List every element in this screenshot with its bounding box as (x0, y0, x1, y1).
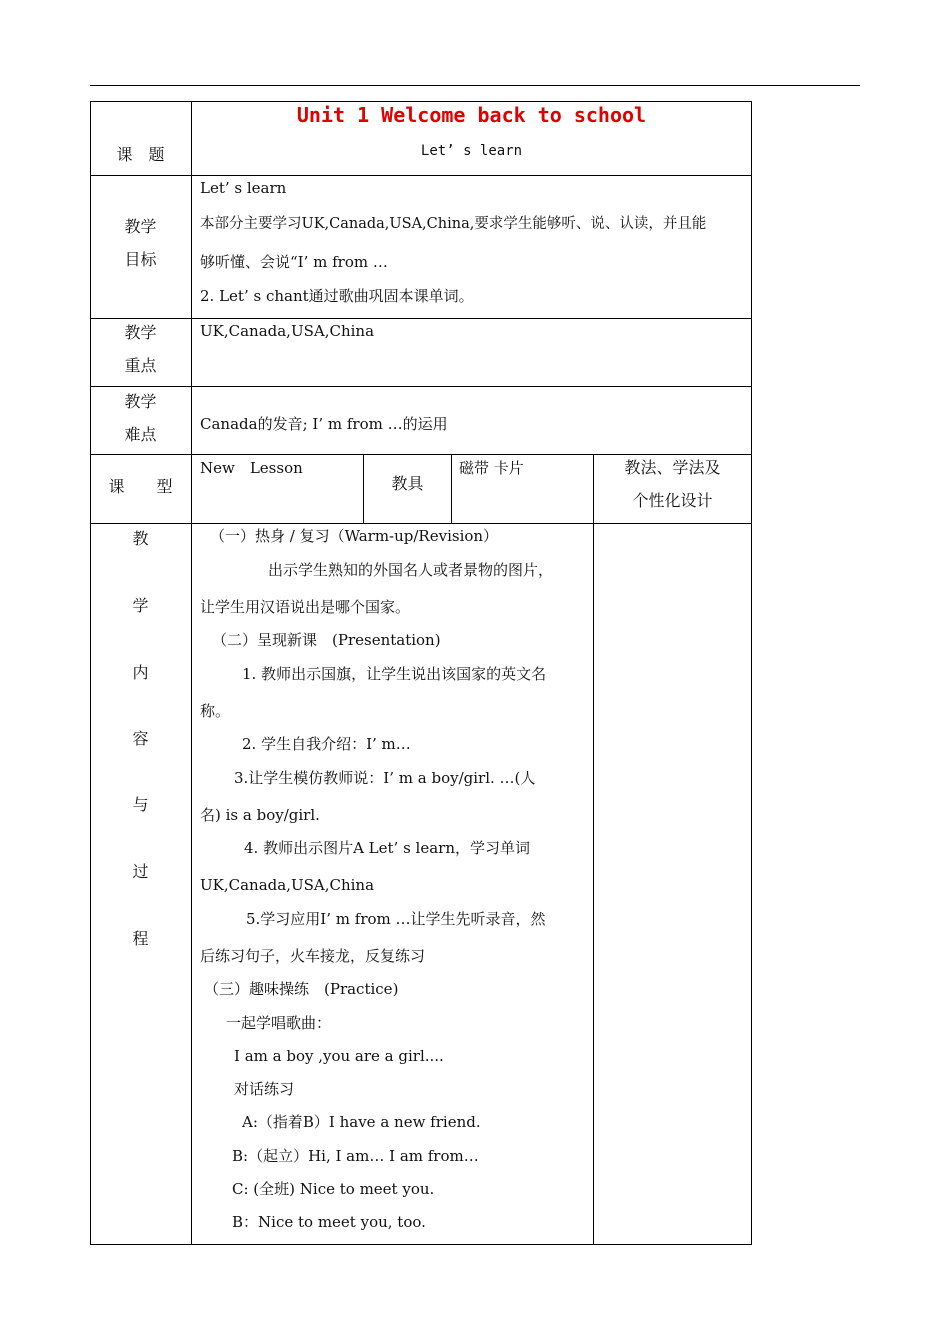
document-subtitle: Let’ s learn (420, 143, 523, 159)
key-label-2: 重点 (124, 356, 157, 375)
method-label-2: 个性化设计 (632, 491, 713, 510)
key-label-1: 教学 (124, 323, 157, 342)
key-points-value: UK,Canada,USA,China (200, 322, 375, 340)
content-label-char: 与 (132, 795, 149, 814)
method-value-cell (593, 523, 752, 1245)
objective-line-2: 本部分主要学习UK,Canada,USA,China,要求学生能够听、说、认读，并且能 (200, 216, 707, 232)
topic-label: 课 题 (116, 145, 165, 164)
content-line: 名) is a boy/girl. (200, 806, 320, 824)
content-label-char: 程 (132, 929, 149, 948)
content-label-char: 内 (132, 663, 149, 682)
header-rule (90, 85, 860, 86)
content-line: 对话练习 (234, 1080, 295, 1098)
content-line: （二）呈现新课 (Presentation) (212, 631, 441, 649)
content-line: I am a boy ,you are a girl.... (234, 1047, 444, 1065)
objective-label-1: 教学 (124, 217, 157, 236)
content-line: （三）趣味操练 (Practice) (204, 980, 399, 998)
content-line: 3.让学生模仿教师说：I’ m a boy/girl. …(人 (234, 769, 536, 787)
content-line: B：Nice to meet you, too. (232, 1213, 426, 1231)
type-label: 课 型 (108, 477, 173, 496)
content-line: C: (全班) Nice to meet you. (232, 1180, 435, 1198)
content-line: 后练习句子，火车接龙，反复练习 (200, 947, 426, 965)
content-line: 称。 (200, 702, 231, 720)
difficulty-value: Canada的发音; I’ m from …的运用 (200, 415, 448, 433)
content-line: UK,Canada,USA,China (200, 876, 375, 894)
tools-label: 教具 (391, 474, 424, 493)
content-label-char: 过 (132, 862, 149, 881)
difficulty-label-2: 难点 (124, 425, 157, 444)
content-line: A:（指着B）I have a new friend. (242, 1113, 481, 1131)
objective-line-3: 够听懂、会说“I’ m from … (200, 253, 388, 271)
content-line: 5.学习应用I’ m from …让学生先听录音，然 (246, 910, 546, 928)
objective-line-1: Let’ s learn (200, 179, 287, 197)
content-line: 4. 教师出示图片A Let’ s learn，学习单词 (244, 839, 530, 857)
content-label-char: 学 (132, 596, 149, 615)
content-line: 2. 学生自我介绍：I’ m… (242, 735, 411, 753)
content-line: 1. 教师出示国旗，让学生说出该国家的英文名 (242, 665, 547, 683)
content-label-char: 容 (132, 729, 149, 748)
tools-value: 磁带 卡片 (459, 459, 524, 477)
content-label-cell (90, 523, 192, 1245)
content-line: B:（起立）Hi, I am… I am from… (232, 1147, 479, 1165)
objective-label-2: 目标 (124, 250, 157, 269)
lesson-type-value: New Lesson (200, 459, 303, 477)
content-line: 一起学唱歌曲： (226, 1014, 332, 1032)
content-label-char: 教 (132, 529, 149, 548)
objective-line-4: 2. Let’ s chant通过歌曲巩固本课单词。 (200, 287, 474, 305)
content-line: 让学生用汉语说出是哪个国家。 (200, 598, 411, 616)
difficulty-label-1: 教学 (124, 392, 157, 411)
content-line: （一）热身 / 复习（Warm-up/Revision） (210, 527, 499, 545)
method-label-1: 教法、学法及 (624, 458, 721, 477)
document-title: Unit 1 Welcome back to school (296, 103, 647, 127)
content-line: 出示学生熟知的外国名人或者景物的图片， (268, 561, 554, 579)
